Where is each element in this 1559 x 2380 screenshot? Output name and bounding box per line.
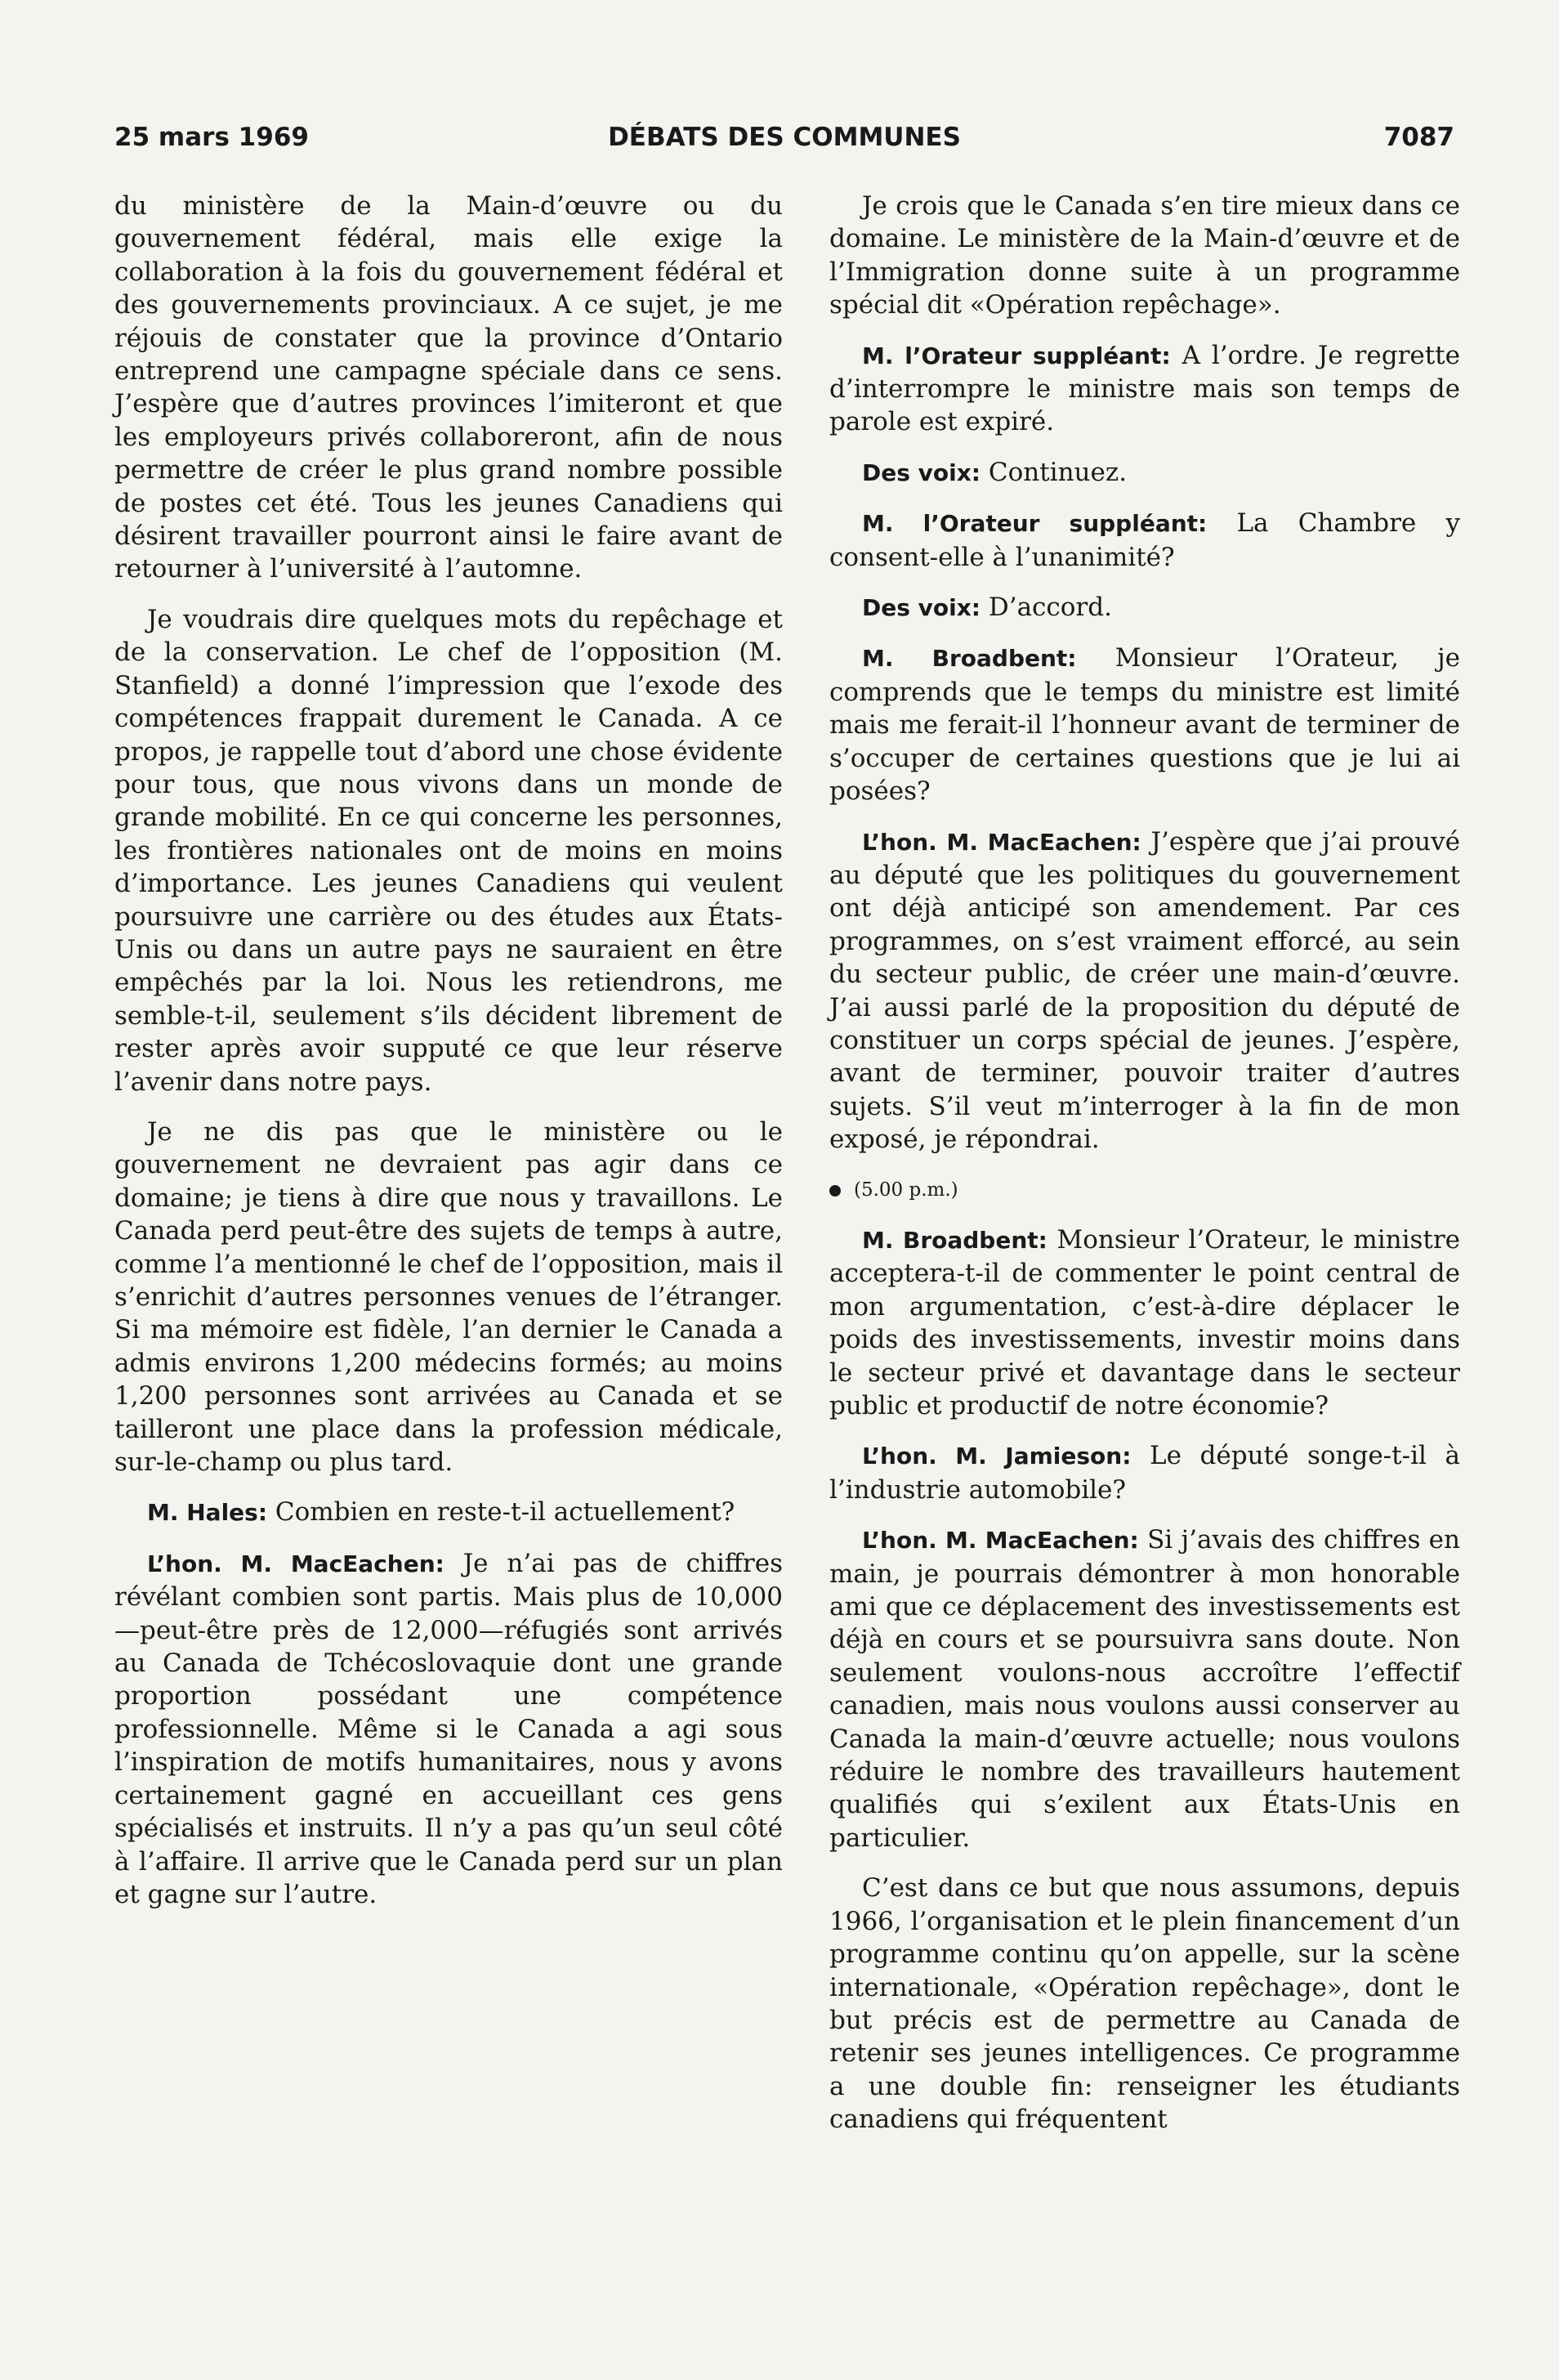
header-title: DÉBATS DES COMMUNES (608, 123, 961, 152)
paragraph (829, 339, 1460, 439)
speaker-name: M. Broadbent: (862, 1226, 1048, 1254)
paragraph (829, 1439, 1460, 1506)
paragraph (829, 642, 1460, 808)
paragraph (829, 1872, 1460, 2136)
paragraph (829, 190, 1460, 322)
paragraph (829, 507, 1460, 574)
paragraph-text: C’est dans ce but que nous assumons, depuis 1966, l’organisation et le plein financement d’un programme continu qu’on appelle, sur la scène internationale, «Opération repêchage», dont le but précis est de permettre au Canada de retenir ses jeunes intelligences. Ce programme a une double fin: renseigner les étudiants canadiens qui fréquentent (829, 1873, 1460, 2135)
header-date: 25 mars 1969 (114, 123, 309, 152)
paragraph-text: du ministère de la Main-d’œuvre ou du gouvernement fédéral, mais elle exige la collaboration à la fois du gouvernement fédéral et des gouvernements provinciaux. A ce sujet, je me réjouis de constater que la province d’Ontario entreprend une campagne spéciale dans ce sens. J’espère que d’autres provinces l’imiteront et que les employeurs privés collaboreront, afin de nous permettre de créer le plus grand nombre possible de postes cet été. Tous les jeunes Canadiens qui désirent travailler pourront ainsi le faire avant de retourner à l’université à l’automne. (114, 191, 783, 584)
paragraph-text: Monsieur l’Orateur, je comprends que le temps du ministre est limité mais me ferait-il l’honneur avant de terminer de s’occuper de certaines questions que je lui ai posées? (829, 643, 1460, 807)
speaker-name: Des voix: (862, 459, 981, 486)
speaker-name: M. l’Orateur suppléant: (862, 342, 1171, 369)
paragraph-text: La Chambre y consent-elle à l’unanimité? (829, 508, 1460, 572)
paragraph-text: Continuez. (988, 457, 1128, 487)
paragraph-text: Je ne dis pas que le ministère ou le gouvernement ne devraient pas agir dans ce domaine; je tiens à dire que nous y travaillons. Le Canada perd peut-être des sujets de temps à autre, comme l’a mentionné le chef de l’opposition, mais il s’enrichit d’autres personnes venues de l’étranger. Si ma mémoire est fidèle, l’an dernier le Canada a admis environs 1,200 médecins formés; au moins 1,200 personnes sont arrivées au Canada et se tailleront une place dans la profession médicale, sur-le-champ ou plus tard. (114, 1116, 783, 1478)
speaker-name: M. Broadbent: (862, 645, 1077, 673)
paragraph-text: Monsieur l’Orateur, le ministre acceptera-t-il de commenter le point central de mon argumentation, c’est-à-dire déplacer le poids des investissements, investir moins dans le secteur privé et davantage dans le secteur public et productif de notre économie? (829, 1224, 1461, 1420)
paragraph-text: Je n’ai pas de chiffres révélant combien sont partis. Mais plus de 10,000—peut-être près de 12,000—réfugiés sont arrivés au Canada de Tchécoslovaquie dont une grande proportion possédant une compétence professionnelle. Même si le Canada a agi sous l’inspiration de motifs humanitaires, nous y avons certainement gagné en accueillant ces gens spécialisés et instruits. Il n’y a pas qu’un seul côté à l’affaire. Il arrive que le Canada perd sur un plan et gagne sur l’autre. (114, 1548, 784, 1909)
paragraph-text: Combien en reste-t-il actuellement? (275, 1497, 735, 1528)
speaker-name: M. l’Orateur suppléant: (862, 510, 1208, 538)
paragraph-text: J’espère que j’ai prouvé au député que les politiques du gouvernement ont déjà anticipé son amendement. Par ces programmes, on s’est vraiment efforcé, au sein du secteur public, de créer une main-d’œuvre. J’ai aussi parlé de la proposition du député de constituer un corps spécial de jeunes. J’espère, avant de terminer, pouvoir traiter d’autres sujets. S’il veut m’interroger à la fin de mon exposé, je répondrai. (829, 826, 1461, 1155)
speaker-name: M. Hales: (147, 1499, 268, 1527)
time-marker (829, 1174, 1460, 1206)
speaker-name: L’hon. M. MacEachen: (862, 828, 1141, 856)
paragraph-text: Je crois que le Canada s’en tire mieux dans ce domaine. Le ministère de la Main-d’œuvre et de l’Immigration donne suite à un programme spécial dit «Opération repêchage». (829, 191, 1460, 320)
paragraph (829, 1224, 1460, 1422)
paragraph (114, 1496, 783, 1529)
paragraph (114, 1547, 783, 1911)
paragraph-text: Si j’avais des chiffres en main, je pourrais démontrer à mon honorable ami que ce déplacement des investissements est déjà en cours et se poursuivra sans doute. Non seulement voulons-nous accroître l’effectif canadien, mais nous voulons aussi conserver au Canada la main-d’œuvre actuelle; nous voulons réduire le nombre des travailleurs hautement qualifiés qui s’exilent aux États-Unis en particulier. (829, 1525, 1460, 1853)
paragraph (114, 190, 783, 586)
time-text: (5.00 p.m.) (854, 1179, 958, 1201)
paragraph (114, 603, 783, 1098)
speaker-name: Des voix: (862, 594, 981, 622)
speaker-name: L’hon. M. Jamieson: (862, 1443, 1132, 1470)
paragraph-text: A l’ordre. Je regrette d’interrompre le ministre mais son temps de parole est expiré. (829, 340, 1460, 437)
left-column (114, 190, 783, 1928)
paragraph (829, 456, 1460, 490)
header-page-number: 7087 (1383, 123, 1454, 152)
paragraph-text: Le député songe-t-il à l’industrie automobile? (829, 1441, 1460, 1505)
bullet-icon (829, 1185, 841, 1197)
speaker-name: L’hon. M. MacEachen: (862, 1527, 1139, 1555)
speaker-name: L’hon. M. MacEachen: (147, 1550, 444, 1577)
paragraph (829, 1523, 1460, 1854)
paragraph-text: Je voudrais dire quelques mots du repêchage et de la conservation. Le chef de l’opposition (M. Stanfield) a donné l’impression que l’exode des compétences frappait durement le Canada. A ce propos, je rappelle tout d’abord une chose évidente pour tous, que nous vivons dans un monde de grande mobilité. En ce qui concerne les personnes, les frontières nationales ont de moins en moins d’importance. Les jeunes Canadiens qui veulent poursuivre une carrière ou des études aux États-Unis ou dans un autre pays ne sauraient en être empêchés par la loi. Nous les retiendrons, me semble-t-il, seulement s’ils décident librement de rester après avoir supputé ce que leur réserve l’avenir dans notre pays. (114, 604, 783, 1097)
page-header (114, 123, 1454, 163)
paragraph-text: D’accord. (988, 593, 1112, 623)
paragraph (829, 825, 1460, 1156)
right-column (829, 190, 1460, 2154)
paragraph (829, 591, 1460, 624)
paragraph (114, 1116, 783, 1479)
